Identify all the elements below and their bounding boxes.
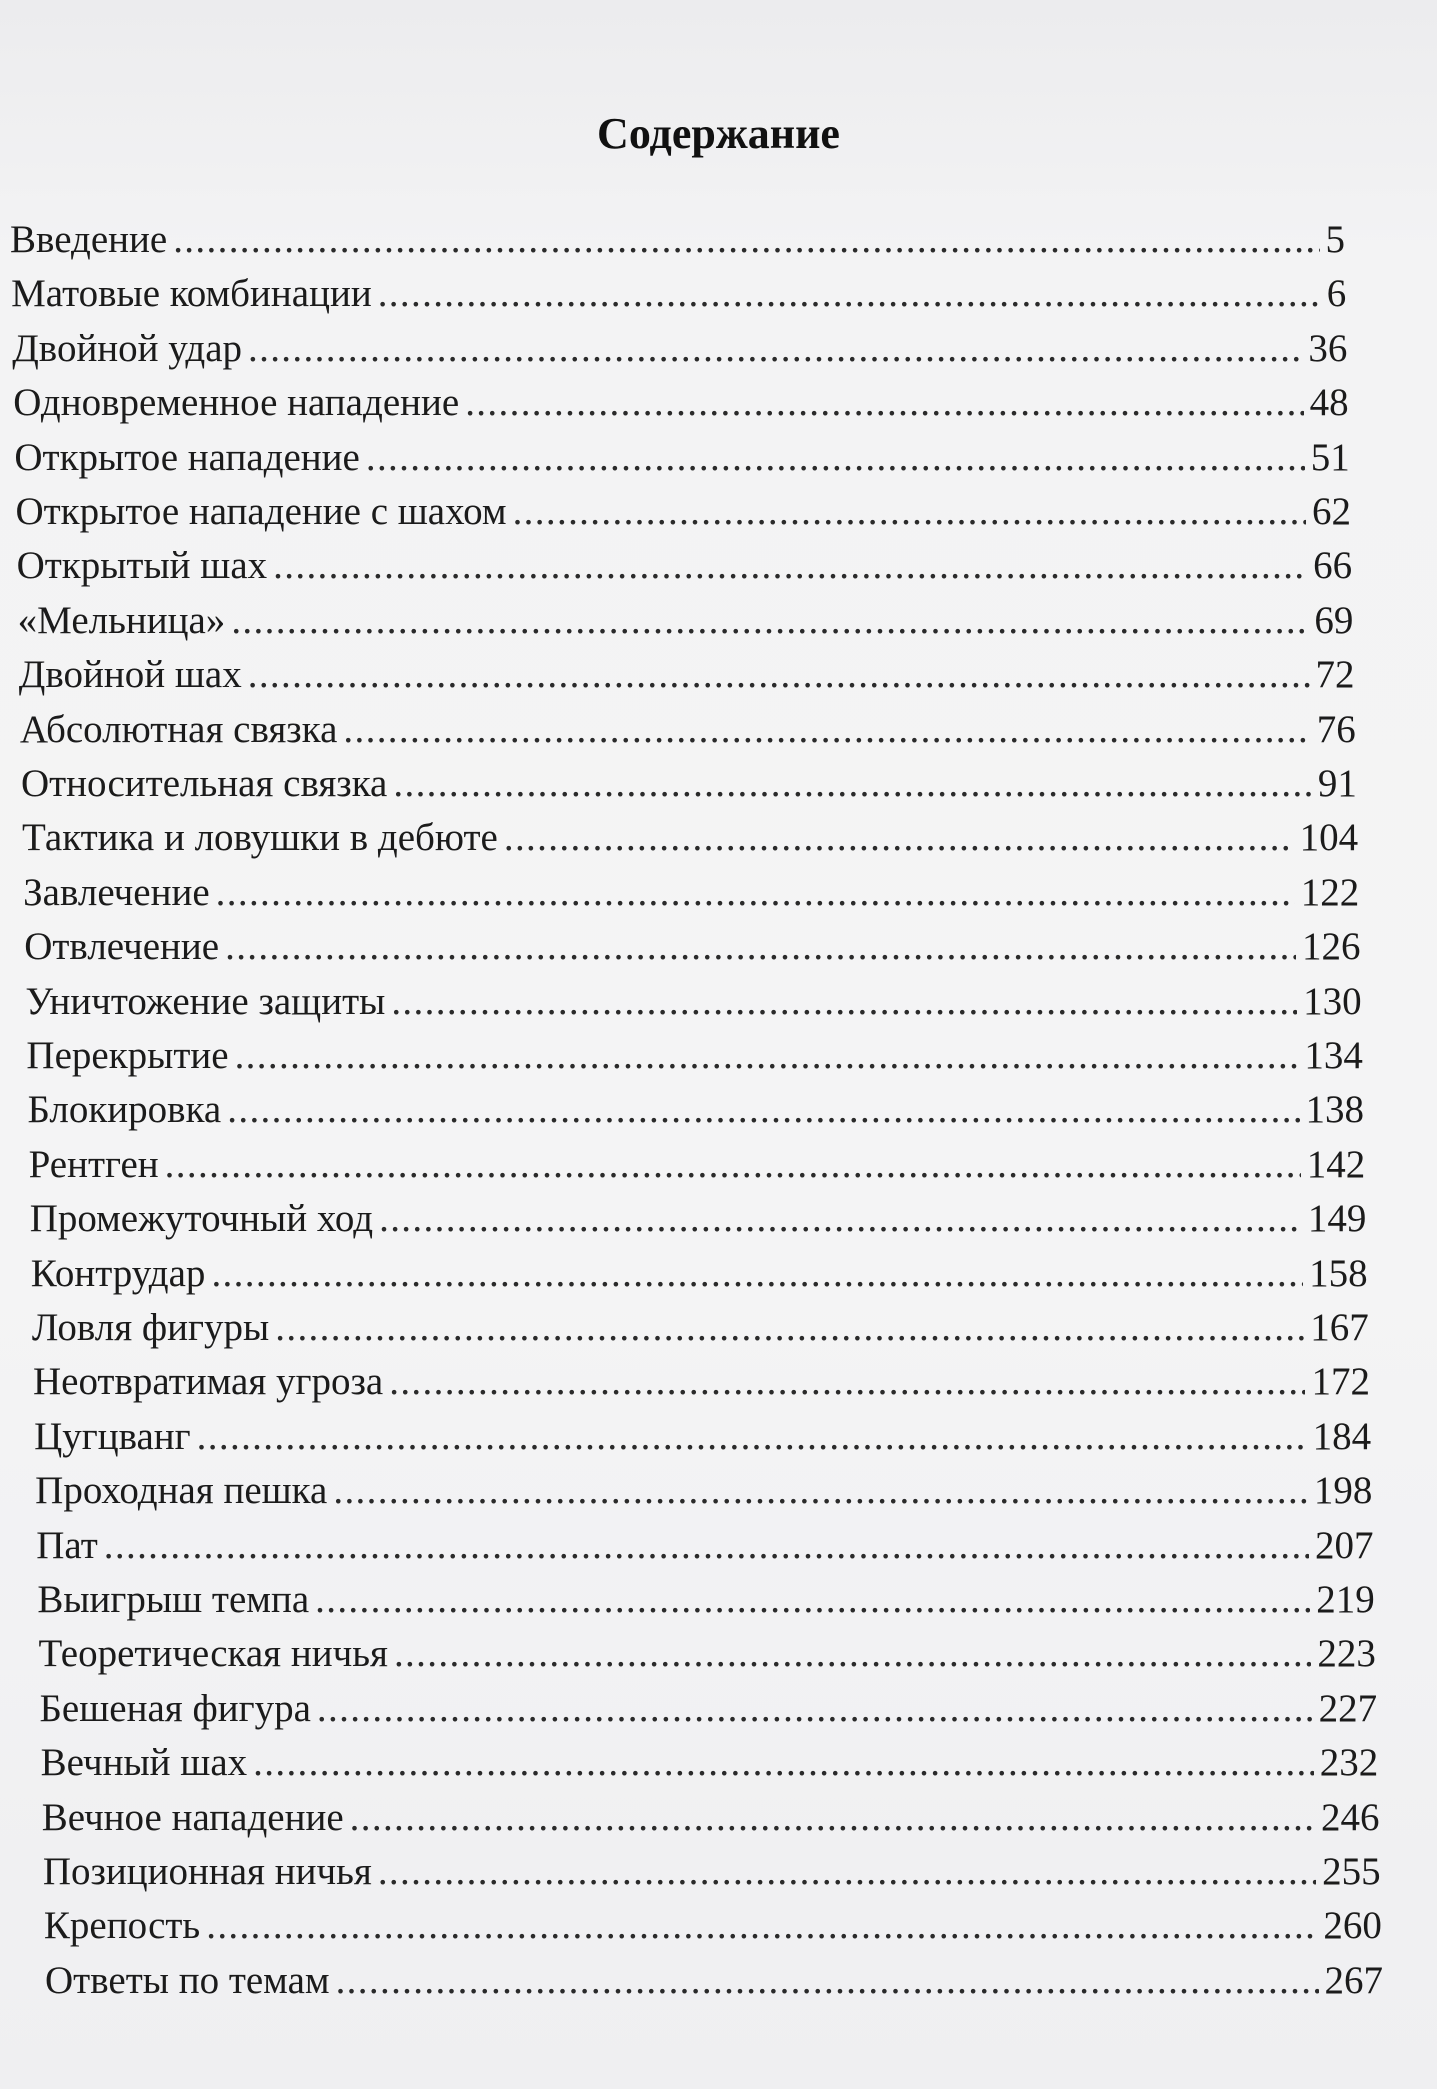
toc-entry-title: Открытое нападение с шахом <box>15 490 507 533</box>
toc-leader-dots <box>273 544 1307 588</box>
toc-entry-title: Ловля фигуры <box>31 1306 270 1349</box>
toc-entry <box>43 1850 1381 1894</box>
toc-leader-dots <box>104 1524 1309 1568</box>
toc-entry-page-number: 255 <box>1322 1850 1381 1893</box>
toc-entry-title: Матовые комбинации <box>11 272 372 316</box>
toc-leader-dots <box>379 1197 1302 1241</box>
toc-entry-title: Абсолютная связка <box>19 707 338 751</box>
toc-leader-dots <box>391 980 1297 1024</box>
toc-leader-dots <box>165 1143 1301 1187</box>
toc-entry <box>40 1687 1378 1731</box>
toc-leader-dots <box>197 1415 1307 1459</box>
toc-entry <box>41 1741 1379 1785</box>
toc-entry-page-number: 267 <box>1324 1958 1383 2002</box>
toc-leader-dots <box>248 327 1302 371</box>
toc-entry <box>20 708 1356 752</box>
toc-entry <box>28 1088 1365 1132</box>
toc-entry-title: Относительная связка <box>20 762 388 805</box>
toc-entry-page-number: 62 <box>1311 490 1351 533</box>
toc-entry <box>21 762 1357 806</box>
toc-entry-page-number: 232 <box>1319 1741 1379 1785</box>
toc-entry-title: Введение <box>10 218 168 261</box>
toc-leader-dots <box>235 1034 1299 1078</box>
toc-entry-page-number: 69 <box>1314 598 1354 642</box>
toc-entry-page-number: 219 <box>1316 1578 1375 1621</box>
toc-entry-title: Рентген <box>28 1142 159 1186</box>
toc-leader-dots <box>336 1959 1319 2003</box>
toc-entry-title: Цугцванг <box>34 1414 191 1458</box>
toc-entry-page-number: 223 <box>1317 1632 1376 1676</box>
toc-entry-page-number: 72 <box>1315 653 1355 697</box>
toc-entry-page-number: 134 <box>1304 1034 1363 1077</box>
toc-leader-dots <box>343 708 1310 752</box>
toc-entry-page-number: 51 <box>1310 435 1350 479</box>
toc-entry-page-number: 207 <box>1315 1523 1374 1567</box>
toc-entry-title: «Мельница» <box>17 598 226 642</box>
toc-entry <box>34 1415 1371 1459</box>
toc-entry-page-number: 36 <box>1308 326 1348 370</box>
toc-entry-title: Крепость <box>43 1904 201 1948</box>
toc-entry <box>18 599 1354 643</box>
toc-entry <box>25 980 1361 1024</box>
toc-leader-dots <box>248 653 1310 697</box>
toc-entry <box>30 1197 1367 1241</box>
toc-entry <box>29 1143 1366 1187</box>
toc-entry-page-number: 149 <box>1307 1197 1367 1241</box>
toc-leader-dots <box>206 1904 1317 1948</box>
toc-entry <box>44 1904 1382 1948</box>
toc-entry-page-number: 172 <box>1311 1360 1370 1404</box>
toc-entry-title: Двойной шах <box>18 653 242 697</box>
toc-entry-page-number: 5 <box>1325 218 1345 261</box>
toc-entry <box>15 490 1350 534</box>
toc-entry-title: Вечный шах <box>40 1741 248 1785</box>
toc-entry-page-number: 260 <box>1323 1904 1382 1948</box>
toc-entry-page-number: 138 <box>1305 1088 1364 1132</box>
toc-leader-dots <box>315 1578 1310 1622</box>
toc-entry-title: Двойной удар <box>12 326 242 370</box>
toc-entry-title: Тактика и ловушки в дебюте <box>22 816 498 860</box>
toc-entry-page-number: 76 <box>1316 707 1356 751</box>
toc-leader-dots <box>465 381 1303 425</box>
toc-entry-page-number: 198 <box>1313 1469 1373 1513</box>
toc-entry <box>19 653 1355 697</box>
toc-entry-title: Ответы по темам <box>45 1958 330 2002</box>
toc-entry <box>14 436 1349 480</box>
toc-entry <box>37 1578 1374 1622</box>
toc-entry-title: Перекрытие <box>26 1034 229 1077</box>
toc-entry-title: Пат <box>36 1523 98 1567</box>
toc-leader-dots <box>513 490 1306 534</box>
toc-entry <box>26 1034 1362 1078</box>
toc-entry <box>24 925 1360 969</box>
toc-leader-dots <box>504 816 1294 860</box>
toc-entry-title: Блокировка <box>27 1088 222 1132</box>
toc-leader-dots <box>350 1796 1315 1840</box>
toc-entry <box>35 1469 1372 1513</box>
toc-entry <box>17 544 1353 588</box>
toc-entry <box>31 1252 1368 1296</box>
toc-entry-title: Промежуточный ход <box>29 1197 374 1241</box>
toc-entry <box>36 1524 1373 1568</box>
toc-entry-page-number: 104 <box>1299 816 1359 860</box>
toc-entry-page-number: 167 <box>1310 1306 1369 1349</box>
toc-entry-page-number: 6 <box>1326 272 1347 316</box>
toc-entry-page-number: 66 <box>1313 544 1353 588</box>
toc-entry <box>10 218 1345 262</box>
toc-leader-dots <box>275 1306 1304 1350</box>
toc-entry-title: Выигрыш темпа <box>37 1578 310 1621</box>
toc-leader-dots <box>333 1469 1307 1513</box>
toc-leader-dots <box>231 599 1308 643</box>
toc-entry <box>42 1796 1380 1840</box>
toc-leader-dots <box>253 1741 1314 1785</box>
toc-entry-page-number: 130 <box>1303 979 1362 1023</box>
toc-leader-dots <box>394 1632 1311 1676</box>
toc-entry-title: Одновременное нападение <box>13 381 460 425</box>
toc-entry <box>11 272 1346 316</box>
toc-entry-title: Открытое нападение <box>14 435 360 479</box>
toc-entry-title: Открытый шах <box>16 544 268 588</box>
toc-leader-dots <box>173 218 1319 262</box>
toc-leader-dots <box>227 1088 1299 1132</box>
toc-entry-title: Отвлечение <box>24 925 220 969</box>
toc-entry <box>32 1306 1369 1350</box>
toc-entry <box>33 1360 1370 1404</box>
toc-entry-title: Теоретическая ничья <box>38 1632 388 1676</box>
toc-entry-page-number: 48 <box>1309 381 1349 425</box>
toc-leader-dots <box>211 1252 1303 1296</box>
toc-entry <box>23 871 1359 915</box>
toc-leader-dots <box>317 1687 1313 1731</box>
toc-entry-title: Неотвратимая угроза <box>32 1360 384 1404</box>
toc-entry-page-number: 246 <box>1320 1795 1380 1839</box>
toc-entry-title: Проходная пешка <box>35 1469 328 1513</box>
toc-entry <box>45 1959 1383 2003</box>
toc-entry-title: Бешеная фигура <box>39 1686 311 1730</box>
toc-entry-title: Контрудар <box>30 1251 206 1295</box>
toc-leader-dots <box>378 272 1321 316</box>
toc-leader-dots <box>366 436 1305 480</box>
toc-entry-page-number: 126 <box>1301 925 1361 969</box>
toc-entry-page-number: 122 <box>1300 870 1360 914</box>
page-title: Содержание <box>597 109 840 158</box>
toc-leader-dots <box>378 1850 1316 1894</box>
toc-leader-dots <box>216 871 1295 915</box>
toc-leader-dots <box>393 762 1312 806</box>
toc-entry-page-number: 91 <box>1317 762 1357 805</box>
toc-entry-page-number: 227 <box>1318 1686 1378 1730</box>
toc-leader-dots <box>225 925 1296 969</box>
toc-entry-title: Уничтожение защиты <box>25 979 386 1023</box>
toc-entry <box>12 327 1347 371</box>
toc-entry <box>13 381 1348 425</box>
toc-entry-page-number: 142 <box>1306 1142 1366 1186</box>
toc-entry-title: Вечное нападение <box>41 1795 344 1839</box>
toc-entry <box>38 1632 1375 1676</box>
toc-entry-title: Позиционная ничья <box>42 1850 372 1893</box>
toc-entry <box>22 816 1358 860</box>
toc-leader-dots <box>389 1360 1305 1404</box>
toc-entry-page-number: 158 <box>1309 1251 1368 1295</box>
toc-entry-page-number: 184 <box>1312 1414 1372 1458</box>
toc-entry-title: Завлечение <box>23 870 210 914</box>
